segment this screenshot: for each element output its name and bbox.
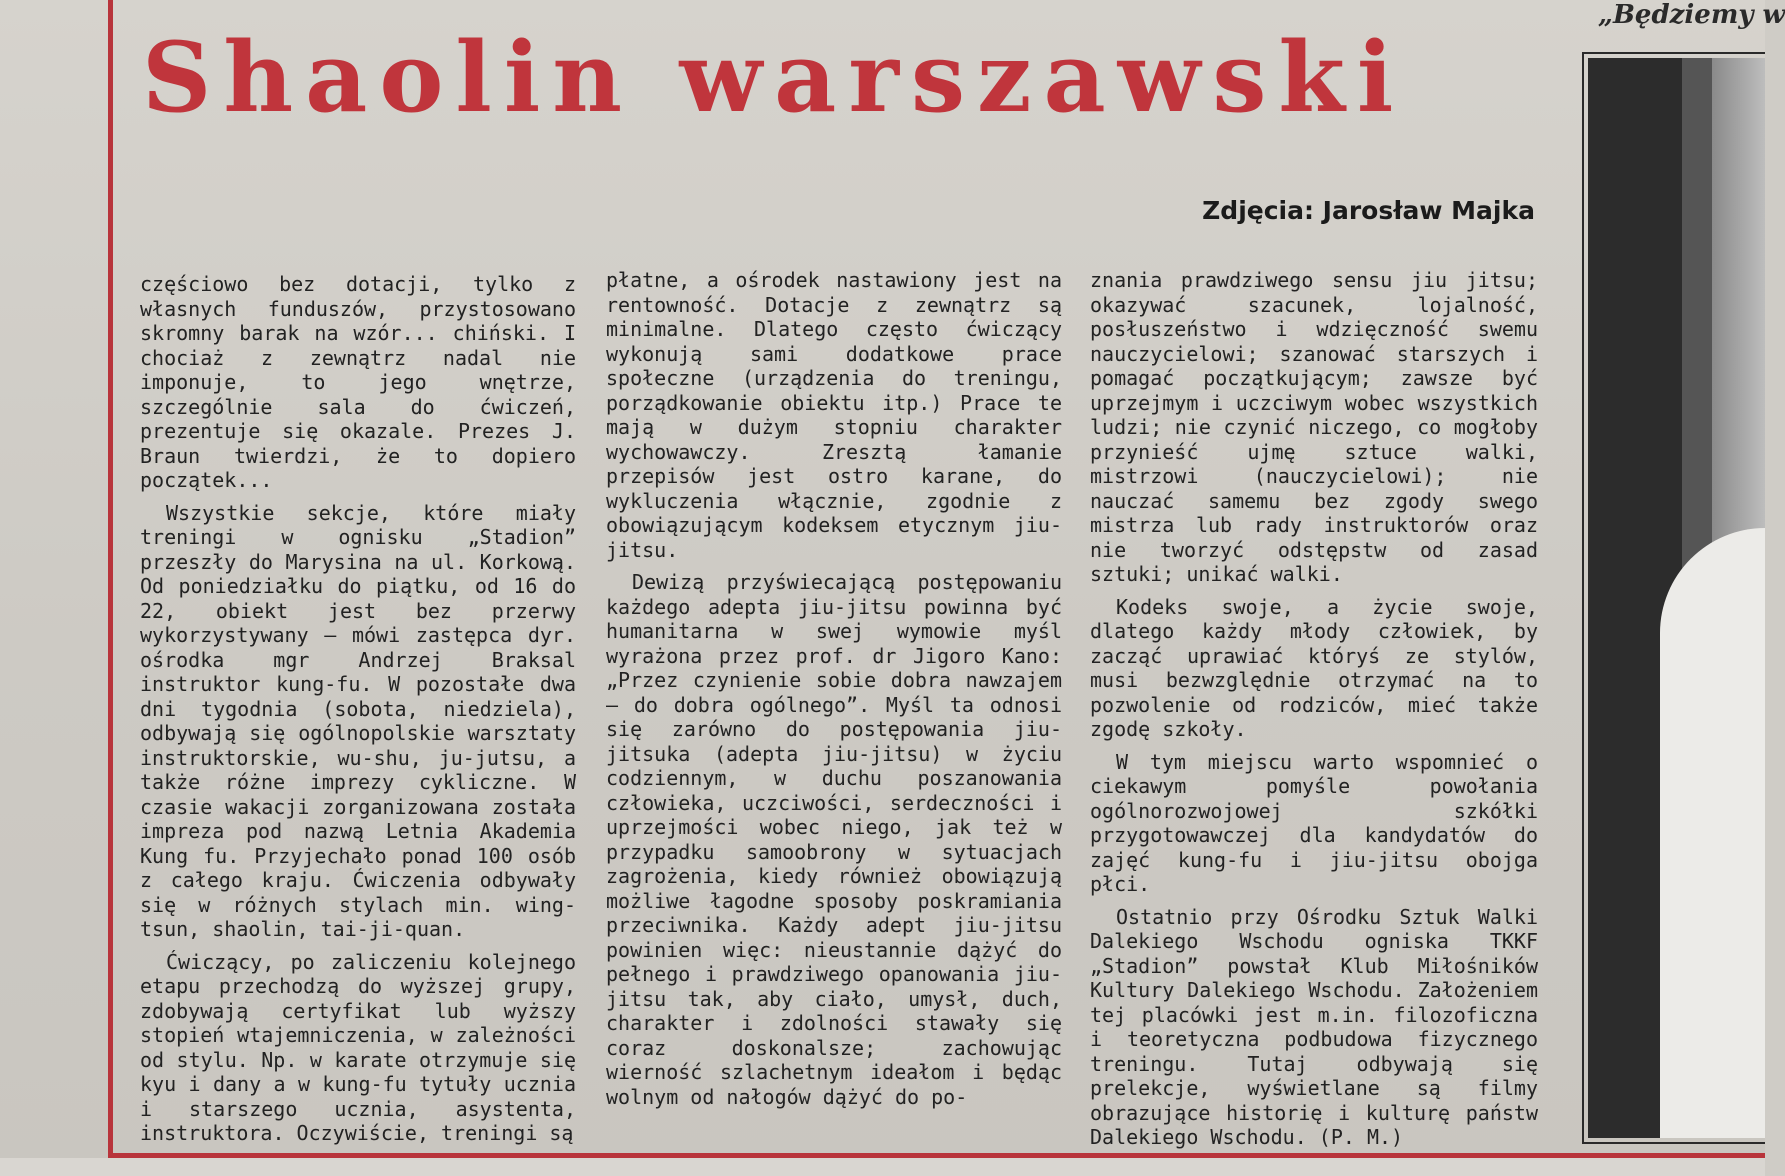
article-column-2 <box>606 268 1062 1117</box>
paragraph: W tym miejscu warto wspomnieć o ciekawym pomyśle powołania ogólnorozwojowej szkółki przygotowawczej dla kandydatów do zajęć kung-fu i jiu-jitsu obojga płci. <box>1090 749 1538 896</box>
paragraph: znania prawdziwego sensu jiu jitsu; okazywać szacunek, lojalność, posłuszeństwo i wdzięczność swemu nauczycielowi; szanować starszych i pomagać początkującym; zawsze być uprzejmym i uczciwym wobec wszystkich ludzi; nie czynić niczego, co mogłoby przynieść ujmę sztuce walki, mistrzowi (nauczycielowi); nie nauczać samemu bez zgody swego mistrza lub rady instruktorów oraz nie tworzyć odstępstw od zasad sztuki; unikać walki. <box>1090 268 1538 586</box>
paragraph: Kodeks swoje, a życie swoje, dlatego każdy młody człowiek, by zacząć uprawiać któryś ze stylów, musi bezwzględnie otrzymać na to pozwolenie od rodziców, mieć także zgodę szkoły. <box>1090 594 1538 741</box>
article-photo <box>1588 58 1765 1138</box>
photo-credit: Zdjęcia: Jarosław Majka <box>1202 196 1535 225</box>
paragraph: Wszystkie sekcje, które miały treningi w ognisku „Stadion” przeszły do Marysina na ul. Korkową. Od poniedziałku do piątku, od 16 do 22, obiekt jest bez przerwy wykorzystywany — mówi zastępca dyr. ośrodka mgr Andrzej Braksal instruktor kung-fu. W pozostałe dwa dni tygodnia (sobota, niedziela), odbywają się ogólnopolskie warsztaty instruktorskie, wu-shu, ju-jutsu, a także różne imprezy cykliczne. W czasie wakacji zorganizowana została impreza pod nazwą Letnia Akademia Kung fu. Przyjechało ponad 100 osób z całego kraju. Ćwiczenia odbywały się w różnych stylach min. wing-tsun, shaolin, tai-ji-quan. <box>140 500 576 941</box>
paragraph: płatne, a ośrodek nastawiony jest na rentowność. Dotacje z zewnątrz są minimalne. Dlatego często ćwiczący wykonują sami dodatkowe prace społeczne (urządzenia do treningu, porządkowanie obiektu itp.) Prace te mają w dużym stopniu charakter wychowawczy. Zresztą łamanie przepisów jest ostro karane, do wykluczenia włącznie, zgodnie z obowiązującym kodeksem etycznym jiu-jitsu. <box>606 268 1062 562</box>
paragraph: Dewizą przyświecającą postępowaniu każdego adepta jiu-jitsu powinna być humanitarna w swej wymowie myśl wyrażona przez prof. dr Jigoro Kano: „Przez czynienie sobie dobra nawzajem — do dobra ogólnego”. Myśl ta odnosi się zarówno do postępowania jiu-jitsuka (adepta jiu-jitsu) w życiu codziennym, w duchu poszanowania człowieka, uczciwości, serdeczności i uprzejmości wobec niego, jak też w przypadku samoobrony w sytuacjach zagrożenia, kiedy również obowiązują możliwe łagodne sposoby poskramiania przeciwnika. Każdy adept jiu-jitsu powinien więc: nieustannie dążyć do pełnego i prawdziwego opanowania jiu-jitsu tak, aby ciało, umysł, duch, charakter i zdolności stawały się coraz doskonalsze; zachowując wierność szlachetnym ideałom i będąc wolnym od nałogów dążyć do po- <box>606 570 1062 1109</box>
article-column-3 <box>1090 268 1538 1158</box>
photo-figure <box>1660 528 1765 1138</box>
paragraph: Ćwiczący, po zaliczeniu kolejnego etapu przechodzą do wyższej grupy, zdobywają certyfikat lub wyższy stopień wtajemniczenia, w zależności od stylu. Np. w karate otrzymuje się kyu i dany a w kung-fu tytuły ucznia i starszego ucznia, asystenta, instruktora. Oczywiście, treningi są <box>140 949 576 1145</box>
article-column-1 <box>140 272 576 1154</box>
article-title: Shaolin warszawski <box>142 21 1406 134</box>
paragraph: częściowo bez dotacji, tylko z własnych funduszów, przystosowano skromny barak na wzór... chiński. I chociaż z zewnątrz nadal nie imponuje, to jego wnętrze, szczególnie sala do ćwiczeń, prezentuje się okazale. Prezes J. Braun twierdzi, że to dopiero początek... <box>140 272 576 492</box>
paragraph: Ostatnio przy Ośrodku Sztuk Walki Dalekiego Wschodu ogniska TKKF „Stadion” powstał Klub Miłośników Kultury Dalekiego Wschodu. Założeniem tej placówki jest m.in. filozoficzna i teoretyczna podbudowa fizycznego treningu. Tutaj odbywają się prelekcje, wyświetlane są filmy obrazujące historię i kulturę państw Dalekiego Wschodu. (P. M.) <box>1090 904 1538 1149</box>
page-bottom-margin <box>0 1158 1765 1176</box>
adjacent-article-fragment: „Będziemy w <box>1598 0 1785 30</box>
left-red-rule <box>108 0 113 1158</box>
